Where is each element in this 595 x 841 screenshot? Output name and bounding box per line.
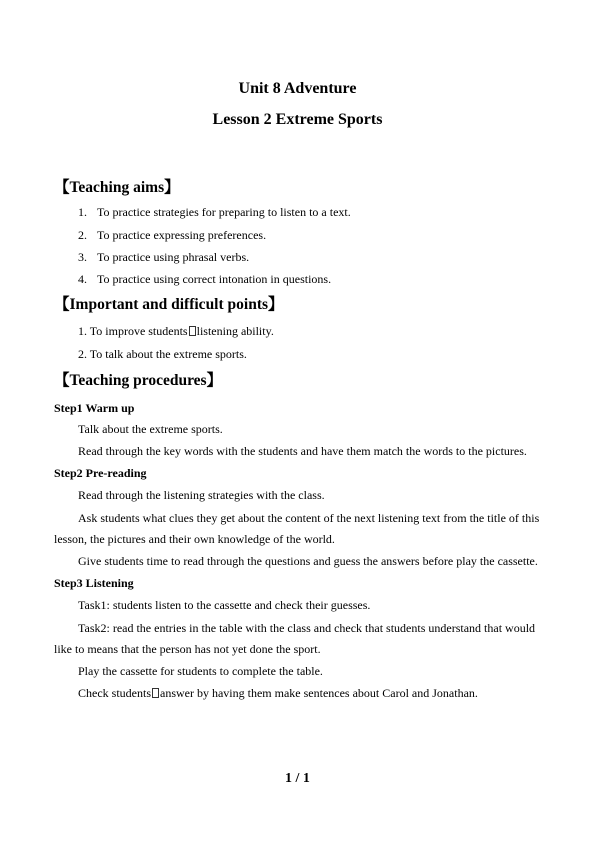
- aim-item: 1. To practice strategies for preparing to listen to a text.: [78, 205, 351, 219]
- document-subtitle: Lesson 2 Extreme Sports: [212, 111, 383, 128]
- missing-glyph-icon: [152, 688, 159, 698]
- step-paragraph: Task2: read the entries in the table with the class and check that students understand that would: [78, 621, 536, 635]
- important-point-item: 1. To improve students listening ability.: [78, 324, 274, 338]
- step-paragraph-continuation: lesson, the pictures and their own knowledge of the world.: [54, 532, 335, 546]
- step-paragraph: Read through the key words with the students and have them match the words to the pictures.: [78, 444, 527, 458]
- step-paragraph: Task1: students listen to the cassette and check their guesses.: [78, 598, 371, 612]
- step-title: Step2 Pre-reading: [54, 466, 147, 480]
- important-points-heading: 【Important and difficult points】: [54, 296, 284, 313]
- page-number: 1 / 1: [285, 771, 310, 786]
- step-title: Step3 Listening: [54, 576, 134, 590]
- teaching-procedures-heading: 【Teaching procedures】: [54, 372, 223, 389]
- step-paragraph: Talk about the extreme sports.: [78, 422, 223, 436]
- important-point-item: 2. To talk about the extreme sports.: [78, 347, 247, 361]
- step-title: Step1 Warm up: [54, 401, 135, 415]
- missing-glyph-icon: [189, 326, 196, 336]
- step-paragraph: Read through the listening strategies with the class.: [78, 488, 325, 502]
- step-paragraph: Ask students what clues they get about the content of the next listening text from the title of this: [78, 511, 540, 525]
- step-paragraph: Play the cassette for students to complete the table.: [78, 664, 323, 678]
- step-paragraph: Check students answer by having them make sentences about Carol and Jonathan.: [78, 686, 478, 700]
- step-paragraph-continuation: like to means that the person has not yet done the sport.: [54, 642, 321, 656]
- aim-item: 2. To practice expressing preferences.: [78, 228, 267, 242]
- document-title: Unit 8 Adventure: [238, 80, 357, 97]
- teaching-aims-heading: 【Teaching aims】: [54, 179, 180, 196]
- aim-item: 3. To practice using phrasal verbs.: [78, 250, 250, 264]
- aim-item: 4. To practice using correct intonation in questions.: [78, 272, 332, 286]
- step-paragraph: Give students time to read through the questions and guess the answers before play the cassette.: [78, 554, 538, 568]
